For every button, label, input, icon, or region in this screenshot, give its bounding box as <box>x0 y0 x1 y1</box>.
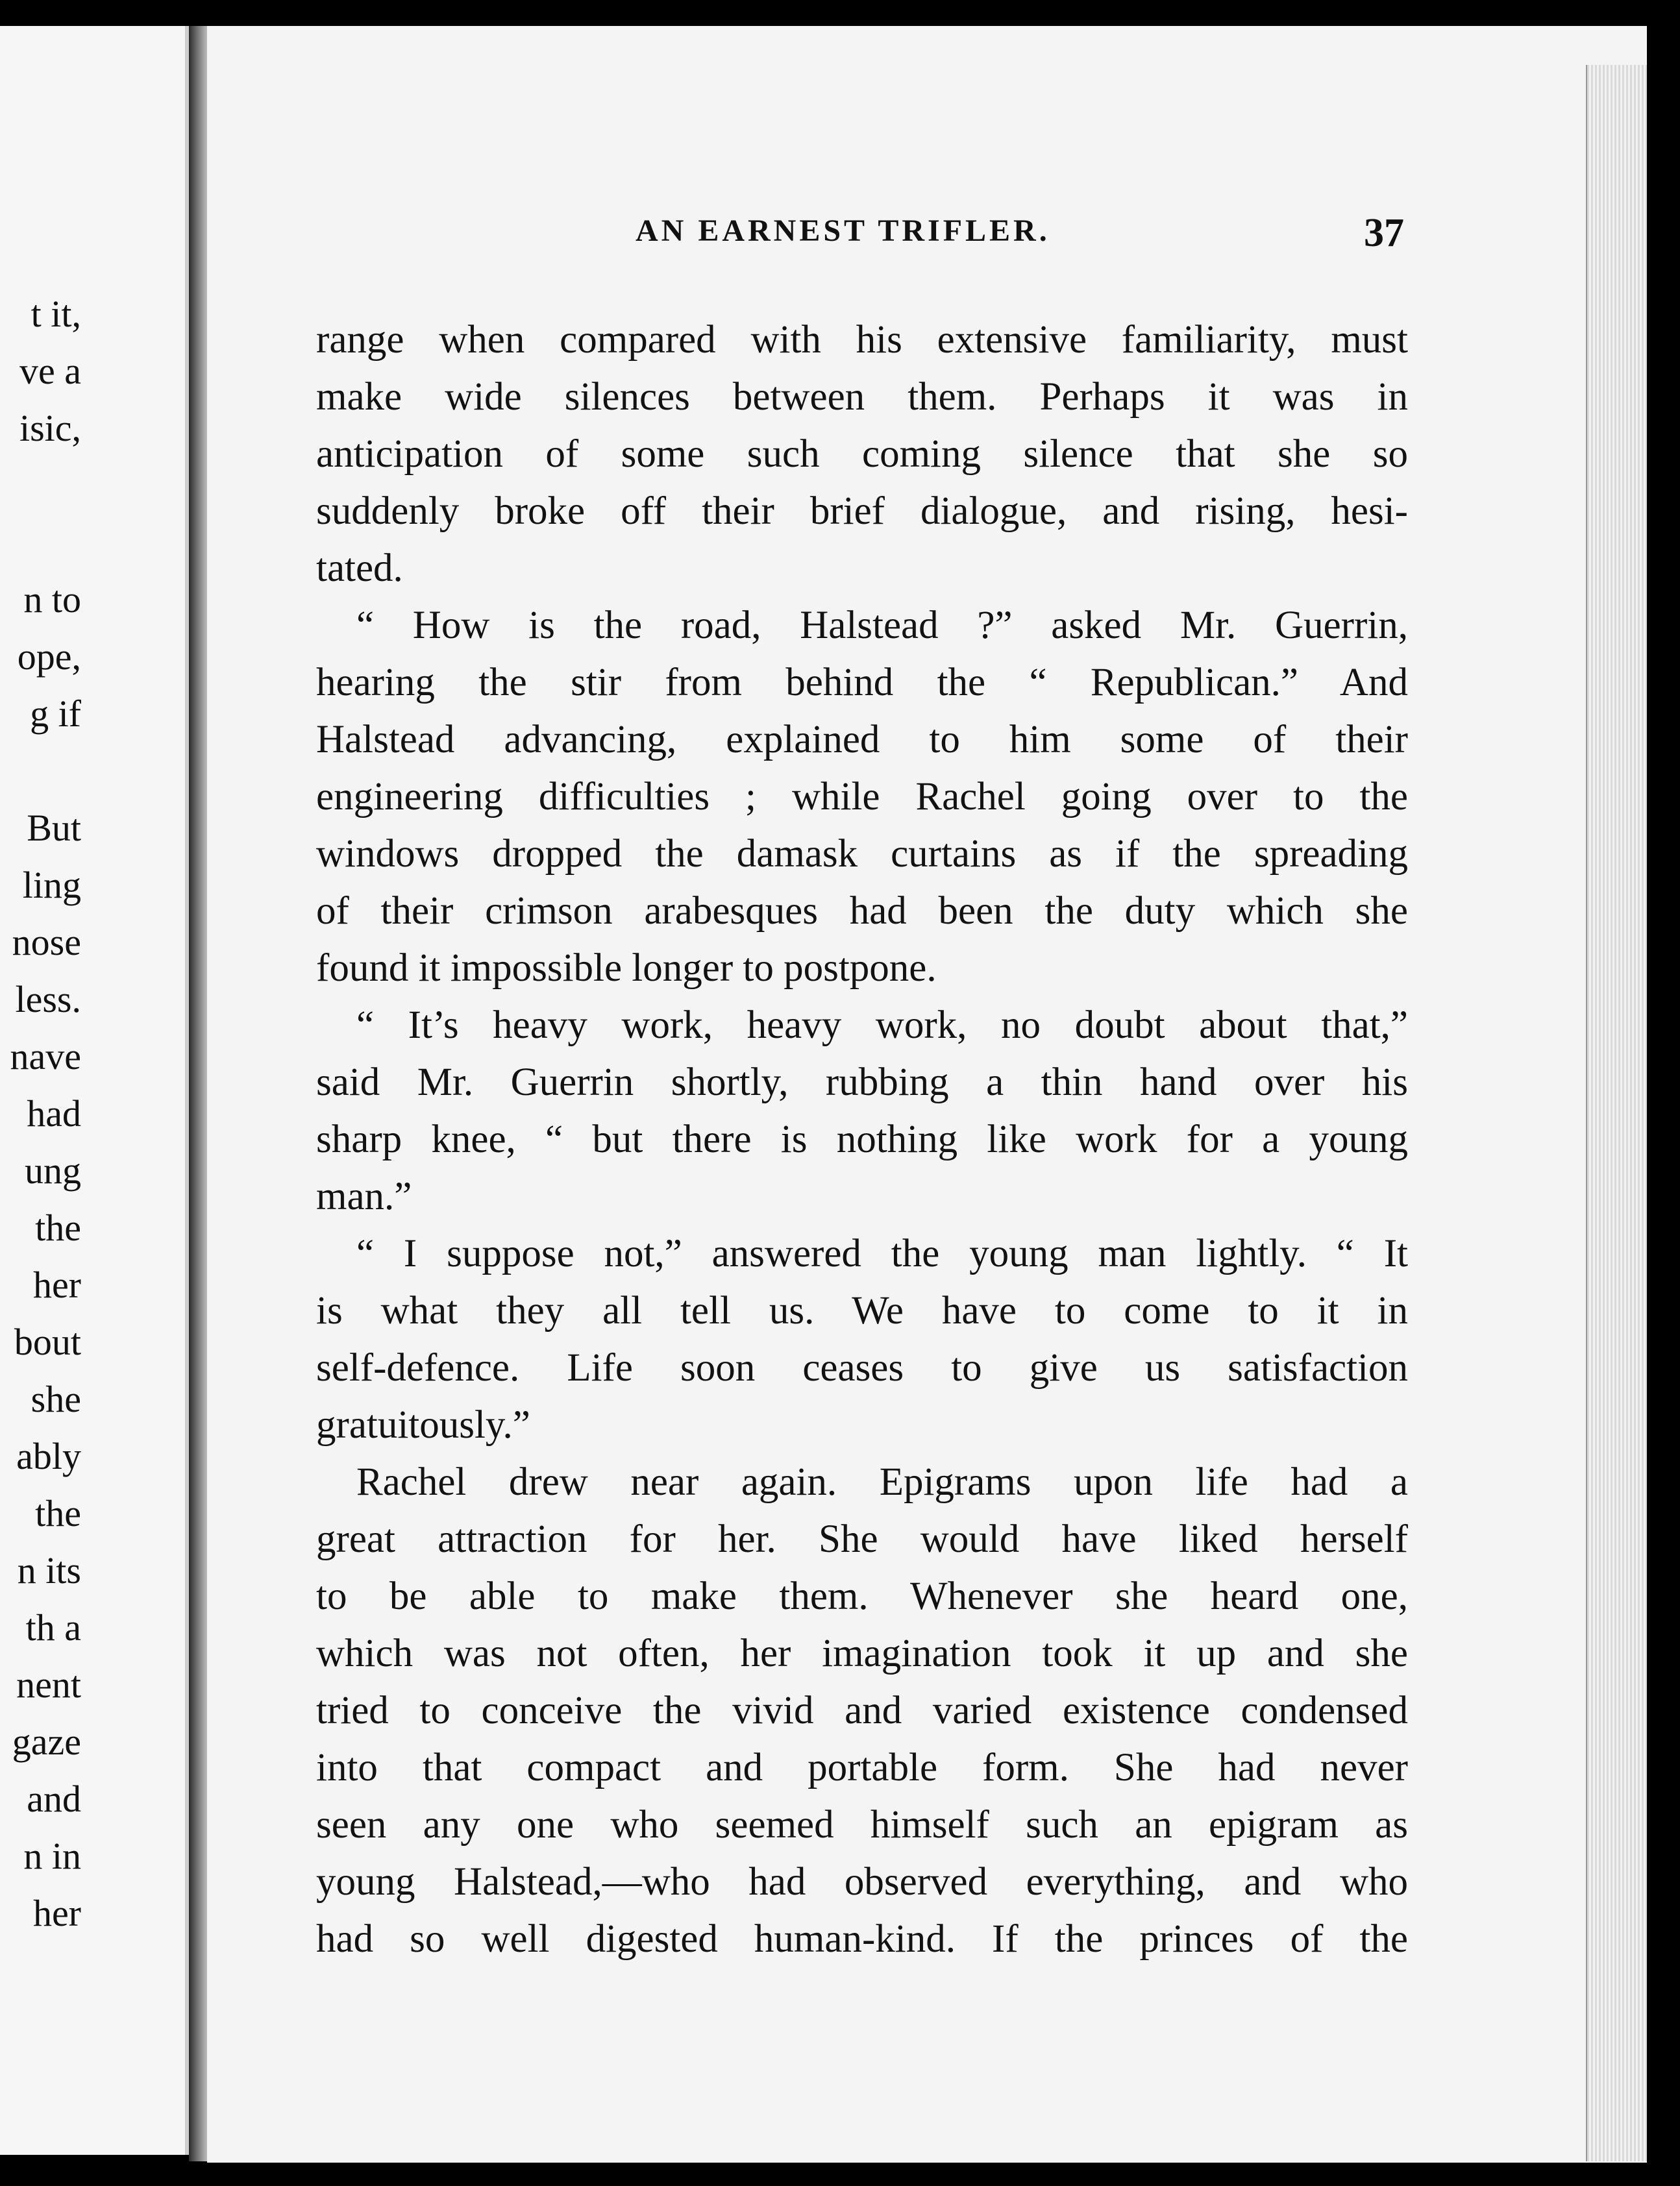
text-line: seen any one who seemed himself such an epigram as <box>316 1803 1408 1847</box>
text-line: hearing the stir from behind the “ Republican.” And <box>316 661 1408 704</box>
text-line: make wide silences between them. Perhaps it was in <box>316 375 1408 419</box>
left-line: gaze <box>12 1721 81 1763</box>
left-line: ope, <box>17 635 81 678</box>
left-line: nave <box>10 1035 81 1077</box>
left-line: the <box>35 1207 81 1249</box>
left-line: n its <box>17 1549 81 1591</box>
text-line: Halstead advancing, explained to him some of their <box>316 718 1408 761</box>
text-line: gratuitously.” <box>316 1403 530 1447</box>
left-line: bout <box>14 1321 81 1363</box>
text-line: suddenly broke off their brief dialogue, and rising, hesi- <box>316 489 1408 533</box>
text-line: man.” <box>316 1175 412 1218</box>
left-line: isic, <box>19 407 81 449</box>
left-line: she <box>31 1378 81 1420</box>
text-line: sharp knee, “ but there is nothing like work for a young <box>316 1118 1408 1161</box>
left-line: and <box>27 1778 81 1820</box>
left-line: her <box>32 1892 81 1934</box>
text-line: “ How is the road, Halstead ?” asked Mr. Guerrin, <box>356 604 1408 647</box>
left-line: less. <box>15 978 81 1020</box>
book-gutter <box>189 26 207 2161</box>
left-line: ably <box>16 1435 81 1477</box>
page-edges <box>1586 65 1647 2161</box>
left-line: her <box>32 1264 81 1306</box>
text-line: great attraction for her. She would have liked herself <box>316 1517 1408 1561</box>
text-line: which was not often, her imagination took it up and she <box>316 1632 1408 1675</box>
text-line: tried to conceive the vivid and varied existence condensed <box>316 1689 1408 1732</box>
left-line: g if <box>30 693 81 735</box>
left-line: nose <box>12 921 81 963</box>
text-line: is what they all tell us. We have to come to it in <box>316 1289 1408 1332</box>
left-line: the <box>35 1492 81 1534</box>
current-page <box>207 26 1647 2163</box>
left-line: th a <box>25 1606 81 1649</box>
text-line: found it impossible longer to postpone. <box>316 946 937 990</box>
text-line: windows dropped the damask curtains as if the spreading <box>316 832 1408 876</box>
left-line: n to <box>23 578 81 620</box>
left-line: ling <box>22 864 81 906</box>
text-line: Rachel drew near again. Epigrams upon life had a <box>356 1460 1408 1504</box>
text-line: said Mr. Guerrin shortly, rubbing a thin hand over his <box>316 1061 1408 1104</box>
left-line: nent <box>16 1664 81 1706</box>
left-line: ve a <box>19 350 81 392</box>
left-line: ung <box>25 1149 81 1192</box>
text-line: had so well digested human-kind. If the princes of the <box>316 1917 1408 1961</box>
text-line: range when compared with his extensive familiarity, must <box>316 318 1408 362</box>
left-line: had <box>27 1092 81 1135</box>
text-line: into that compact and portable form. She had never <box>316 1746 1408 1789</box>
body-text <box>316 312 1408 1968</box>
text-line: “ It’s heavy work, heavy work, no doubt about that,” <box>356 1003 1408 1047</box>
text-line: engineering difficulties ; while Rachel going over to the <box>316 775 1408 818</box>
text-line: tated. <box>316 546 403 590</box>
left-line: But <box>27 807 81 849</box>
text-line: self-defence. Life soon ceases to give us satisfaction <box>316 1346 1408 1390</box>
text-line: anticipation of some such coming silence that she so <box>316 432 1408 476</box>
text-line: young Halstead,—who had observed everything, and who <box>316 1860 1408 1904</box>
left-line: t it, <box>31 293 81 335</box>
text-line: of their crimson arabesques had been the duty which she <box>316 889 1408 933</box>
left-line: n in <box>23 1835 81 1877</box>
previous-page-fragment <box>0 26 189 2155</box>
running-head: AN EARNEST TRIFLER. <box>636 214 1050 248</box>
page-number: 37 <box>1364 211 1404 255</box>
text-line: to be able to make them. Whenever she heard one, <box>316 1575 1408 1618</box>
text-line: “ I suppose not,” answered the young man lightly. “ It <box>356 1232 1408 1275</box>
